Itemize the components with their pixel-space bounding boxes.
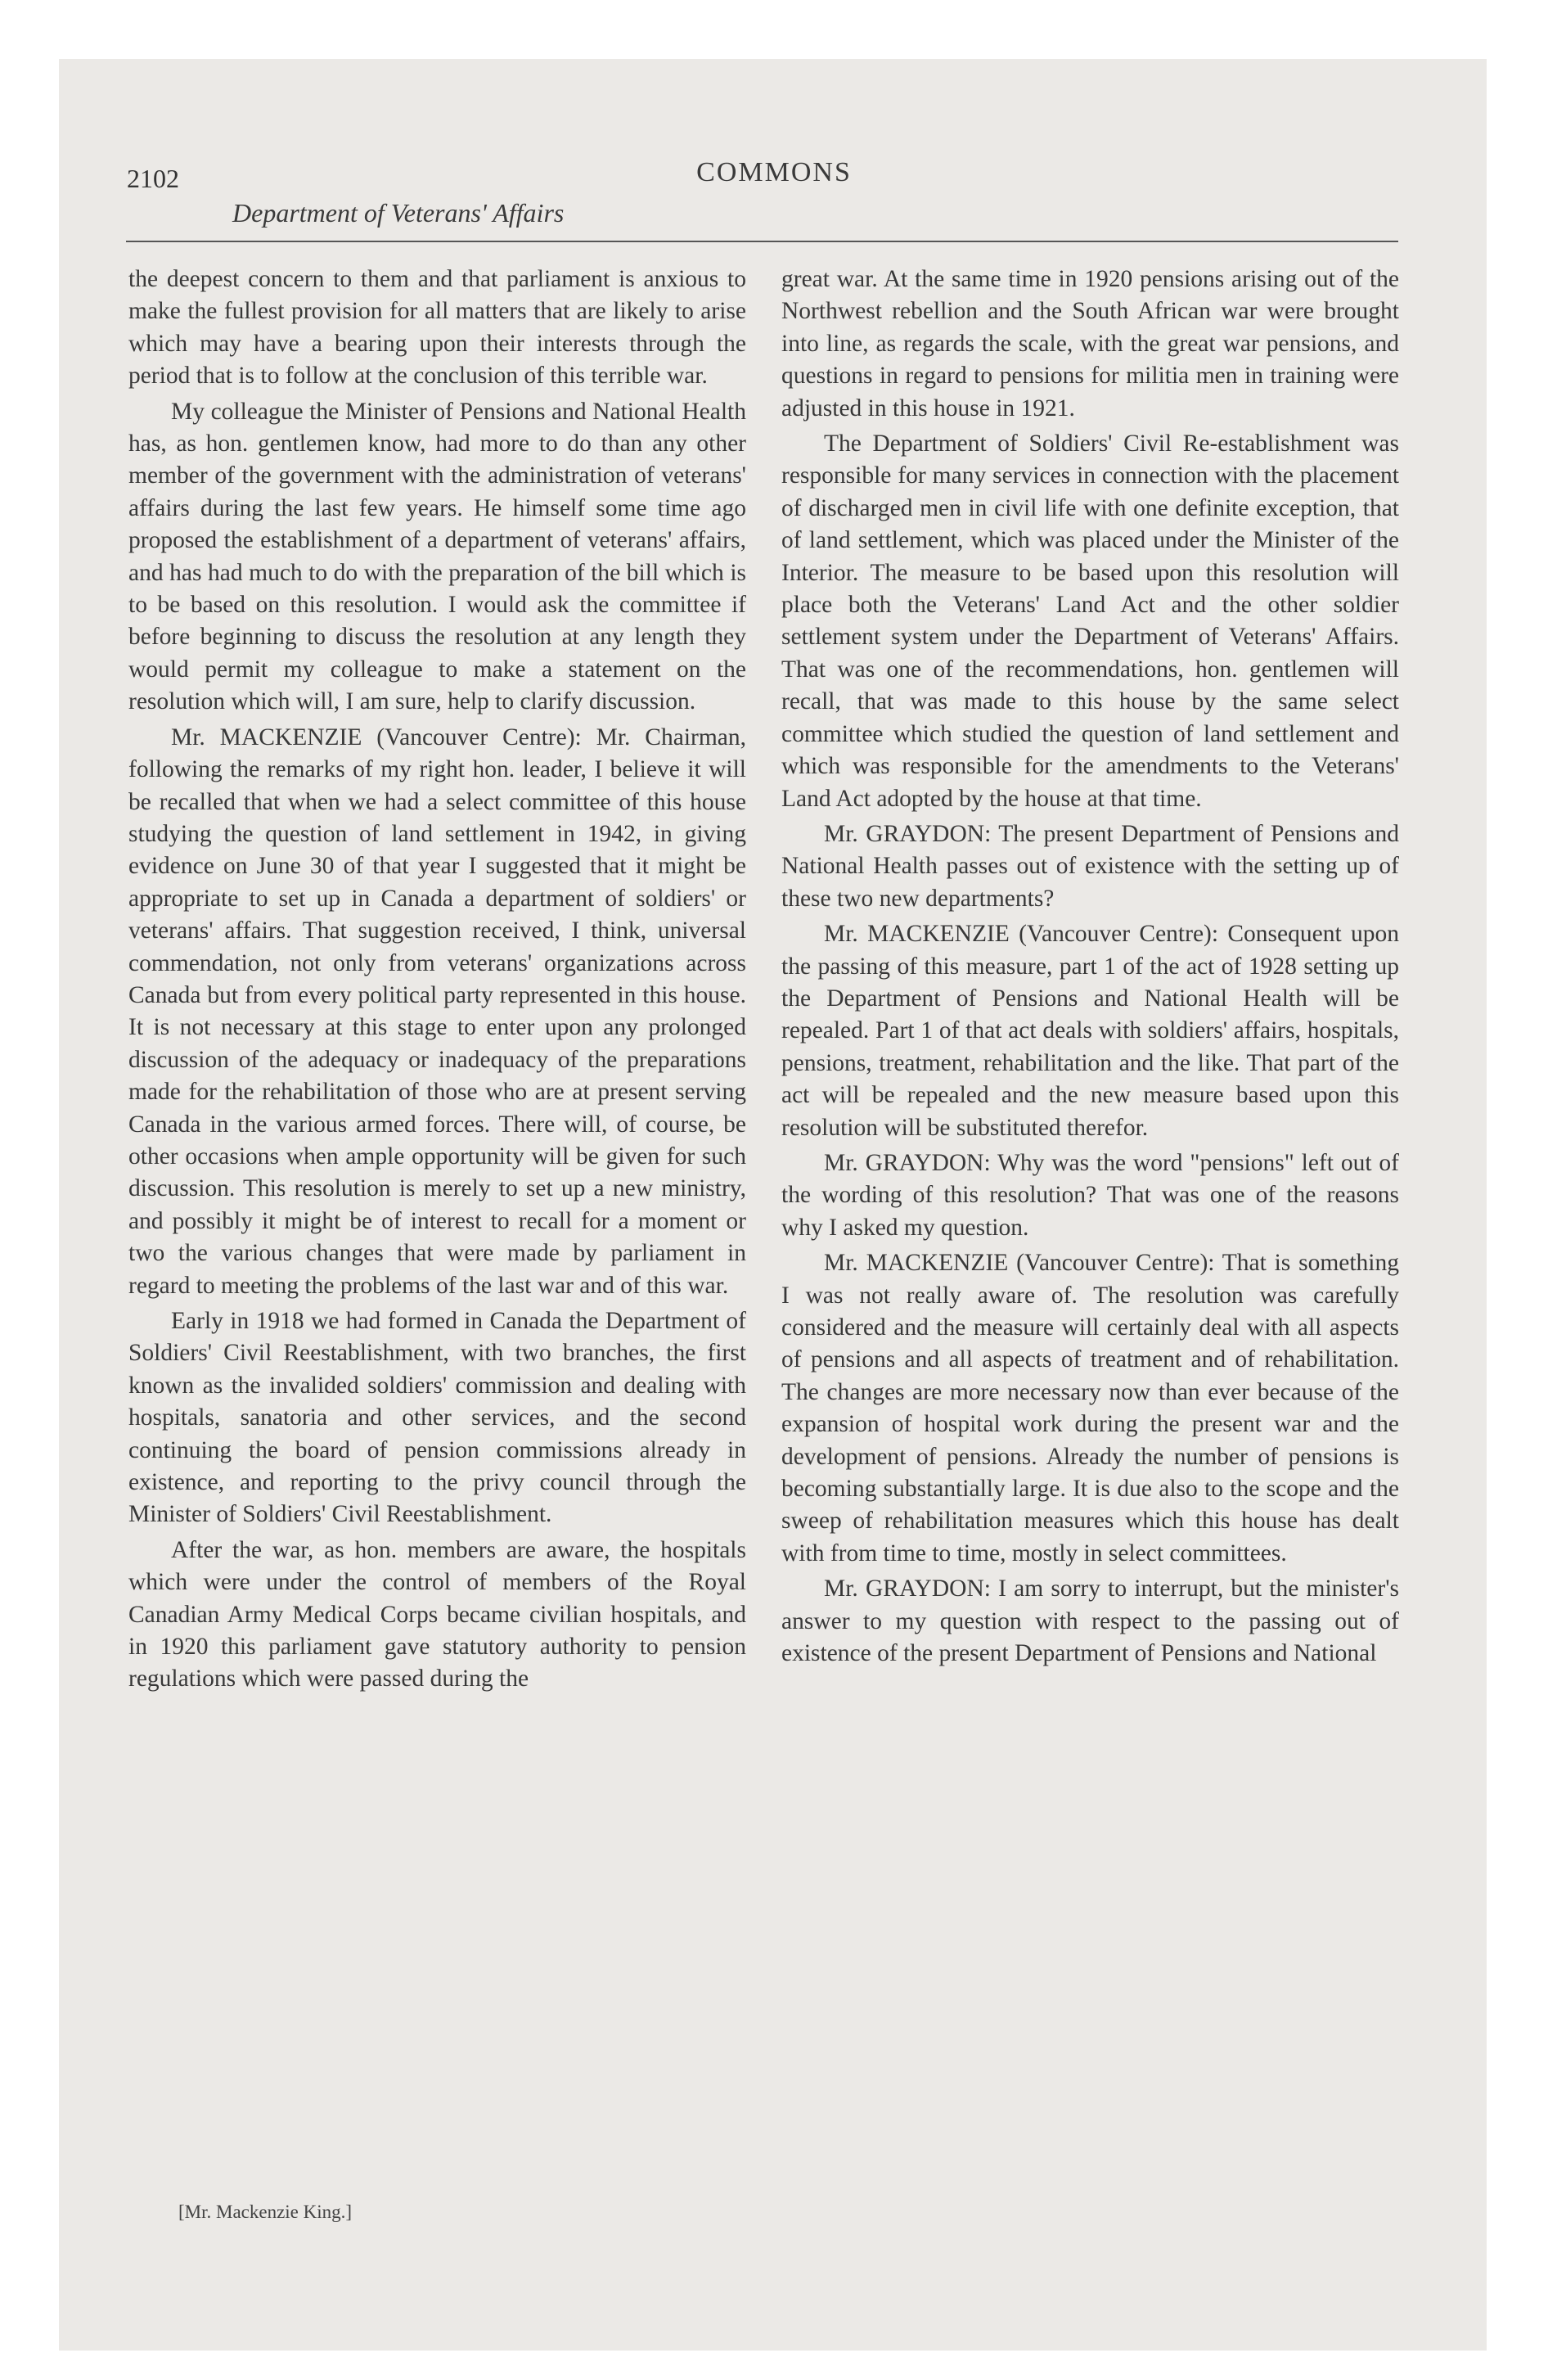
paragraph: Mr. MACKENZIE (Vancouver Centre): Consequent upon the passing of this measure, part 1 of the act of 1928 setting up the Department of Pensions and National Health will be repealed. Part 1 of that act deals with soldiers' affairs, hospitals, pensions, treatment, rehabilitation and the like. That part of the act will be repealed and the new measure based upon this resolution will be substituted therefor. <box>781 921 1399 1141</box>
paragraph: Early in 1918 we had formed in Canada the Department of Soldiers' Civil Reestablishment, with two branches, the first known as the invalided soldiers' commission and dealing with hospitals, sanatoria and other services, and the second continuing the board of pension commissions already in existence, and reporting to the privy council through the Minister of Soldiers' Civil Reestablishment. <box>128 1308 746 1528</box>
right-column <box>781 264 1399 2220</box>
paragraph: After the war, as hon. members are aware, the hospitals which were under the control of members of the Royal Canadian Army Medical Corps became civilian hospitals, and in 1920 this parliament gave statutory authority to pension regulations which were passed during the <box>128 1536 746 1693</box>
paragraph: Mr. MACKENZIE (Vancouver Centre): Mr. Chairman, following the remarks of my right hon. leader, I believe it will be recalled that when we had a select committee of this house studying the question of land settlement in 1942, in giving evidence on June 30 of that year I suggested that it might be appropriate to set up in Canada a department of soldiers' or veterans' affairs. That suggestion received, I think, universal commendation, not only from veterans' organizations across Canada but from every political party represented in this house. It is not necessary at this stage to enter upon any prolonged discussion of the adequacy or inadequacy of the preparations made for the rehabilitation of those who are at present serving Canada in the various armed forces. There will, of course, be other occasions when ample opportunity will be given for such discussion. This resolution is merely to set up a new ministry, and possibly it might be of interest to recall for a moment or two the various changes that were made by parliament in regard to meeting the problems of the last war and of this war. <box>128 723 746 1299</box>
paragraph: Mr. GRAYDON: Why was the word "pensions" left out of the wording of this resolution? That was one of the reasons why I asked my question. <box>781 1149 1399 1241</box>
speaker-footnote: [Mr. Mackenzie King.] <box>178 2202 353 2222</box>
paragraph: the deepest concern to them and that parliament is anxious to make the fullest provision for all matters that are likely to arise which may have a bearing upon their interests through the period that is to follow at the conclusion of this terrible war. <box>128 266 746 390</box>
paragraph: The Department of Soldiers' Civil Re-establishment was responsible for many services in connection with the placement of discharged men in civil life with one definite exception, that of land settlement, which was placed under the Minister of the Interior. The measure to be based upon this resolution will place both the Veterans' Land Act and the other soldier settlement system under the Department of Veterans' Affairs. That was one of the recommendations, hon. gentlemen will recall, that was made to this house by the same select committee which studied the question of land settlement and which was responsible for the amendments to the Veterans' Land Act adopted by the house at that time. <box>781 430 1399 812</box>
paragraph: My colleague the Minister of Pensions and National Health has, as hon. gentlemen know, had more to do than any other member of the government with the administration of veterans' affairs during the last few years. He himself some time ago proposed the establishment of a department of veterans' affairs, and has had much to do with the preparation of the bill which is to be based on this resolution. I would ask the committee if before beginning to discuss the resolution at any length they would permit my colleague to make a statement on the resolution which will, I am sure, help to clarify discussion. <box>128 398 746 715</box>
paragraph: Mr. MACKENZIE (Vancouver Centre): That is something I was not really aware of. The resolution was carefully considered and the measure will certainly deal with all aspects of pensions and all aspects of treatment and of rehabilitation. The changes are more necessary now than ever because of the expansion of hospital work during the present war and the development of pensions. Already the number of pensions is becoming substantially large. It is due also to the scope and the sweep of rehabilitation measures which this house has dealt with from time to time, mostly in select committees. <box>781 1250 1399 1566</box>
paragraph: Mr. GRAYDON: I am sorry to interrupt, but the minister's answer to my question with respect to the passing out of existence of the present Department of Pensions and National <box>781 1575 1399 1667</box>
paragraph: great war. At the same time in 1920 pensions arising out of the Northwest rebellion and the South African war were brought into line, as regards the scale, with the great war pensions, and questions in regard to pensions for militia men in training were adjusted in this house in 1921. <box>781 266 1399 421</box>
page-number: 2102 <box>127 164 179 193</box>
section-title: Department of Veterans' Affairs <box>232 198 565 228</box>
running-head: COMMONS <box>696 157 852 187</box>
paragraph: Mr. GRAYDON: The present Department of Pensions and National Health passes out of existence with the setting up of these two new departments? <box>781 820 1399 912</box>
header-rule <box>126 241 1398 242</box>
left-column <box>128 264 746 2220</box>
